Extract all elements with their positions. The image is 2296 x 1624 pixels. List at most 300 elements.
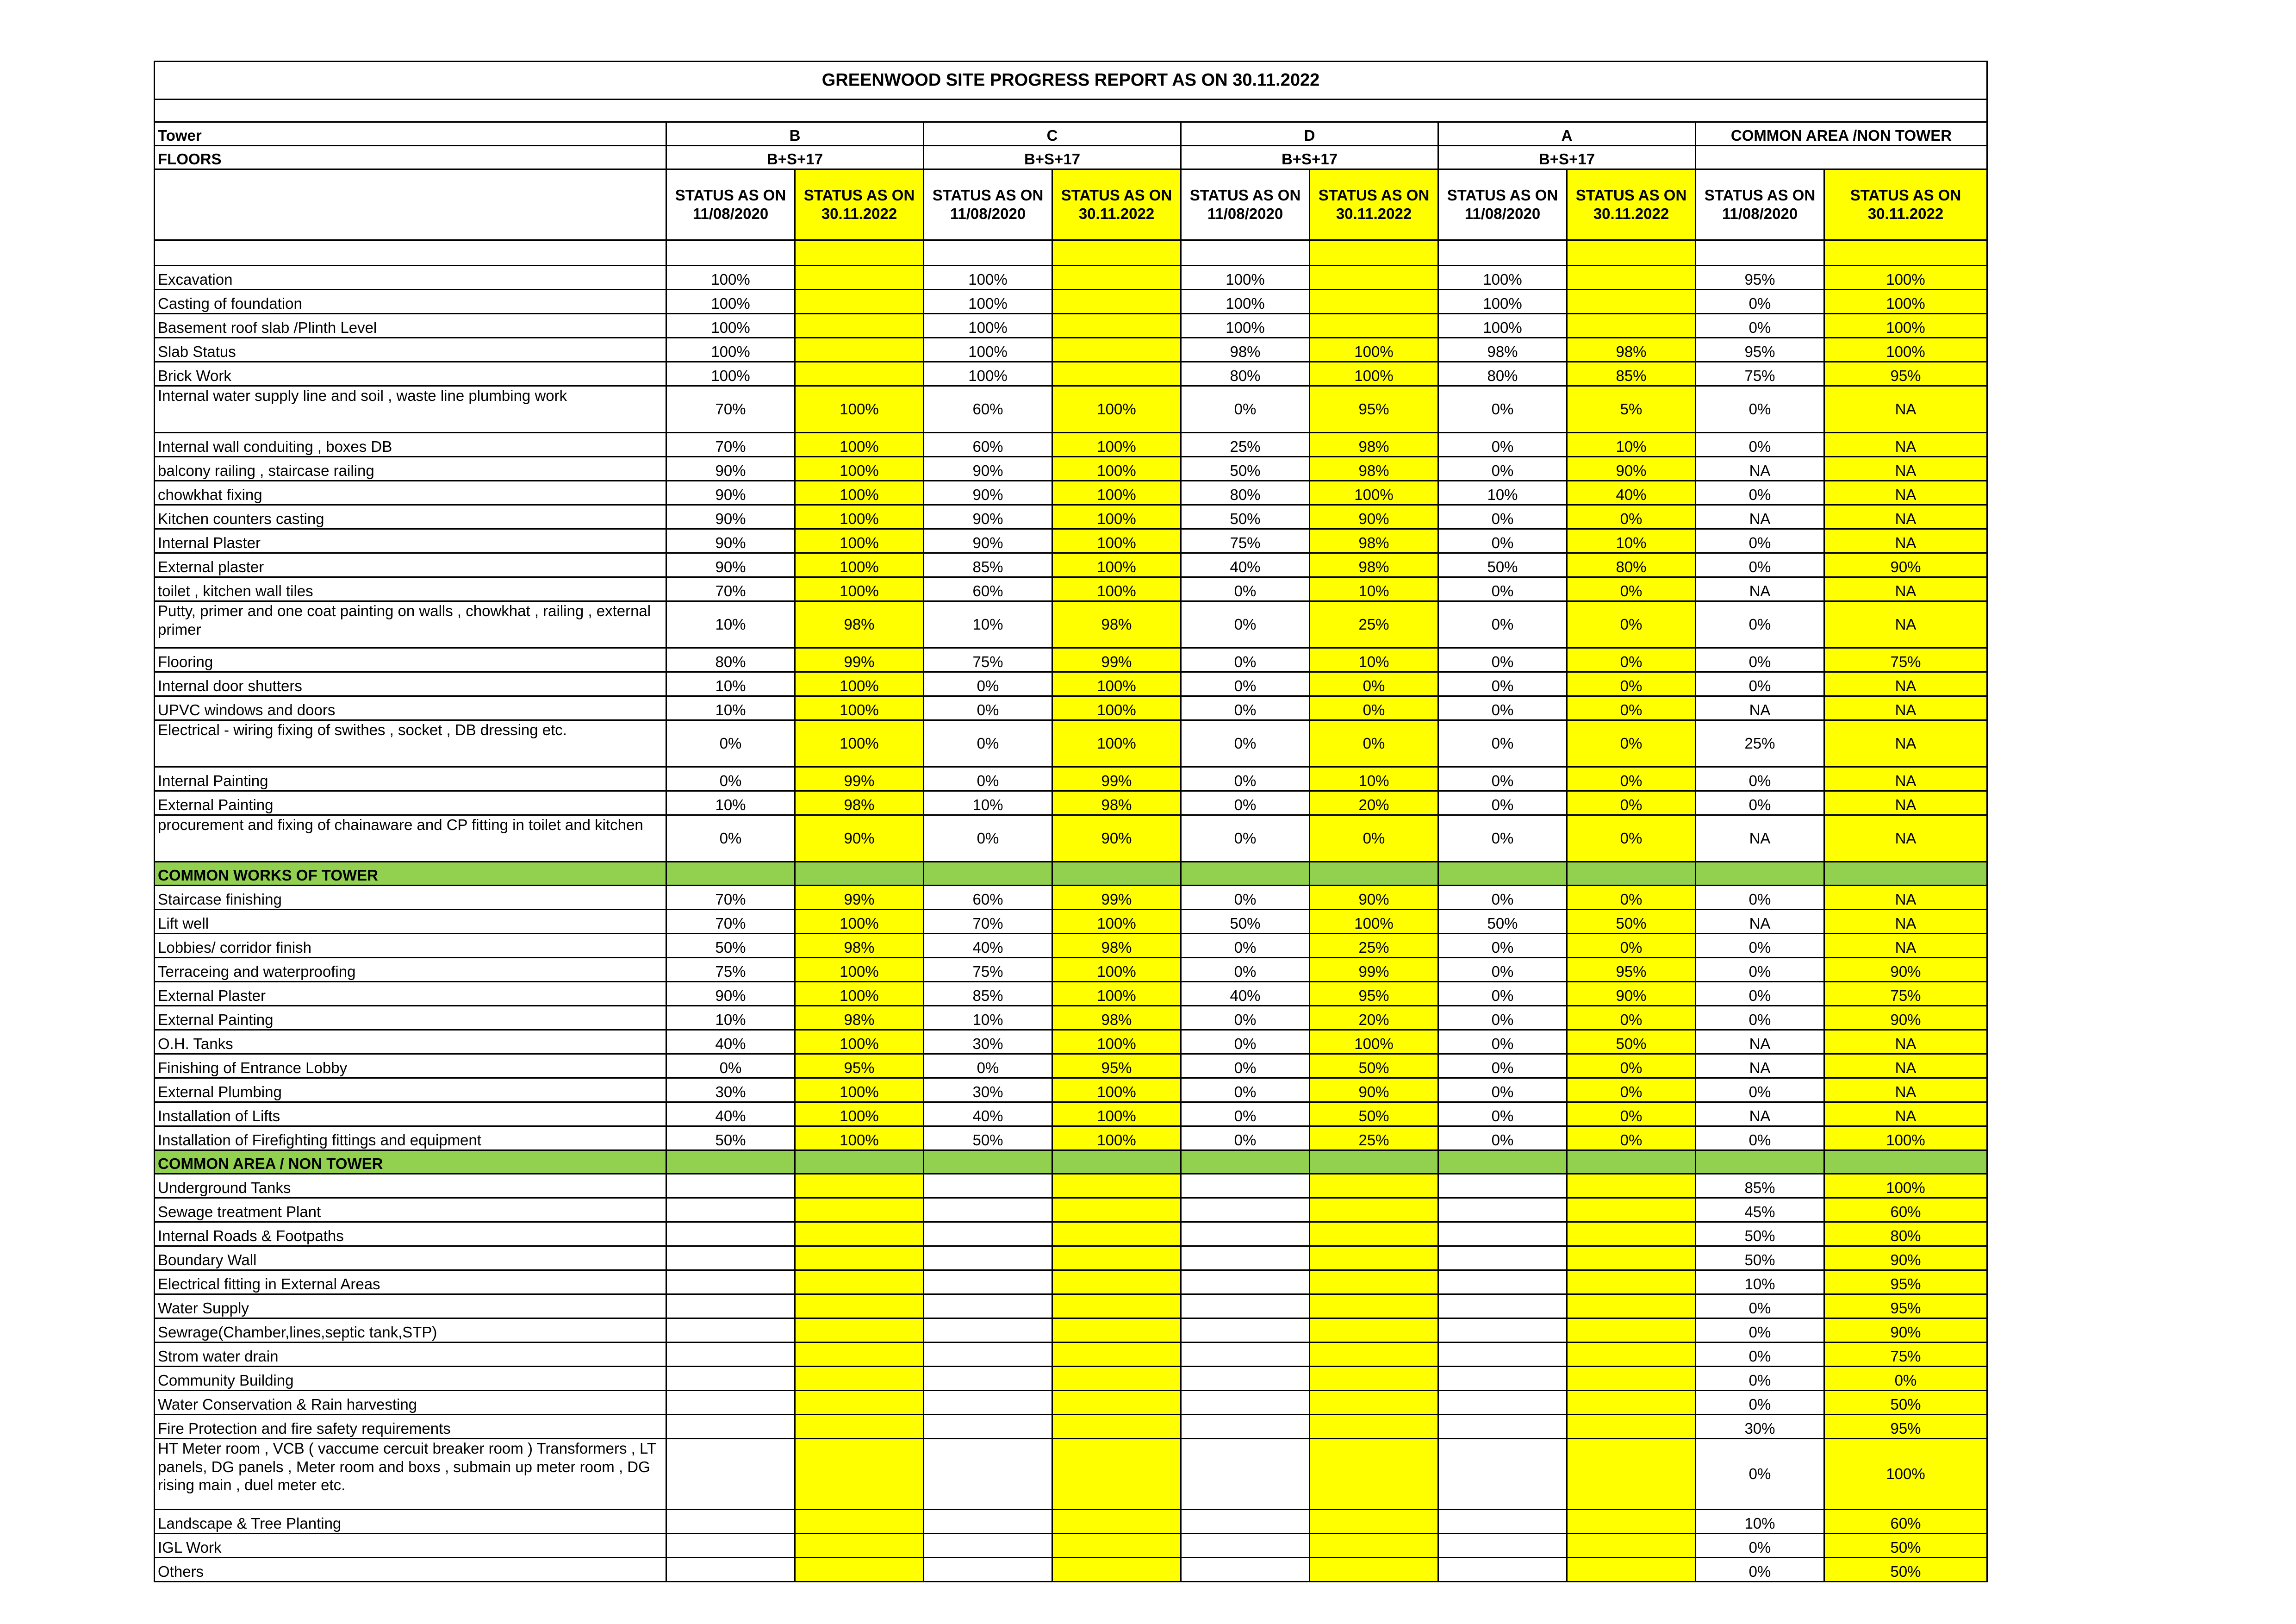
status-old-cell: 10% [924, 791, 1052, 815]
status-old-header: STATUS AS ON 11/08/2020 [666, 169, 795, 240]
status-old-cell [666, 1439, 795, 1510]
tower-b-header: B [666, 122, 924, 146]
status-old-cell: 0% [1181, 791, 1310, 815]
status-new-header: STATUS AS ON 30.11.2022 [1567, 169, 1696, 240]
activity-label: Community Building [155, 1367, 666, 1391]
table-row [155, 696, 1987, 720]
status-new-cell: NA [1824, 1078, 1987, 1102]
status-old-cell [1181, 1222, 1310, 1246]
activity-label: Water Conservation & Rain harvesting [155, 1391, 666, 1415]
status-old-cell: 75% [924, 958, 1052, 982]
status-old-cell: 100% [1181, 290, 1310, 314]
status-new-cell [1567, 1510, 1696, 1534]
status-old-cell: 100% [1181, 314, 1310, 338]
status-new-cell: 99% [795, 767, 924, 791]
common-area-header: COMMON AREA /NON TOWER [1696, 122, 1987, 146]
status-new-cell [795, 266, 924, 290]
status-old-cell: 90% [924, 457, 1052, 481]
table-row [155, 720, 1987, 767]
status-new-cell: 50% [1567, 910, 1696, 934]
status-new-cell: 99% [1052, 648, 1181, 672]
status-new-cell: 90% [1310, 886, 1438, 910]
status-old-cell: 80% [666, 648, 795, 672]
status-new-cell: 98% [1052, 601, 1181, 648]
status-old-cell [1438, 1150, 1567, 1174]
section-row [155, 862, 1987, 886]
activity-label: toilet , kitchen wall tiles [155, 577, 666, 601]
status-new-cell: 20% [1310, 1006, 1438, 1030]
activity-label: External Painting [155, 1006, 666, 1030]
status-old-cell: 0% [666, 1054, 795, 1078]
status-old-cell: 0% [1181, 386, 1310, 433]
status-old-cell [1438, 1343, 1567, 1367]
status-new-cell [1052, 1198, 1181, 1222]
status-new-cell: 80% [1824, 1222, 1987, 1246]
status-new-cell [1567, 1270, 1696, 1294]
activity-label: Putty, primer and one coat painting on walls , chowkhat , railing , external primer [155, 601, 666, 648]
status-old-cell: 50% [1696, 1246, 1824, 1270]
status-new-cell: 100% [795, 577, 924, 601]
status-new-cell [795, 1150, 924, 1174]
status-old-cell [924, 1222, 1052, 1246]
status-old-cell: 0% [1438, 886, 1567, 910]
status-new-cell [1310, 1246, 1438, 1270]
status-old-cell: 0% [1438, 1006, 1567, 1030]
status-new-cell [1310, 1439, 1438, 1510]
status-new-cell: 98% [795, 601, 924, 648]
status-new-cell: 99% [795, 886, 924, 910]
status-new-cell: 100% [795, 386, 924, 433]
status-old-cell [924, 1439, 1052, 1510]
status-new-cell [1567, 1391, 1696, 1415]
status-new-cell [1310, 290, 1438, 314]
status-old-cell: 90% [924, 529, 1052, 553]
status-old-cell: 10% [924, 601, 1052, 648]
status-new-cell [1310, 1174, 1438, 1198]
status-old-cell: 0% [1181, 815, 1310, 862]
status-old-cell: 85% [1696, 1174, 1824, 1198]
status-old-cell: 0% [1696, 1294, 1824, 1318]
table-row [155, 791, 1987, 815]
status-old-cell: 30% [924, 1078, 1052, 1102]
status-new-cell: 0% [1567, 791, 1696, 815]
status-new-cell [1567, 1318, 1696, 1343]
status-old-cell [1696, 240, 1824, 266]
status-new-cell [795, 1318, 924, 1343]
status-old-cell [666, 862, 795, 886]
status-new-cell: 10% [1567, 433, 1696, 457]
report-body [155, 62, 1987, 1582]
status-old-cell: 0% [1181, 934, 1310, 958]
status-old-cell: 0% [1696, 290, 1824, 314]
table-row [155, 1367, 1987, 1391]
table-row [155, 338, 1987, 362]
status-new-cell: 100% [1310, 481, 1438, 505]
status-new-cell [1052, 1174, 1181, 1198]
status-old-cell: 0% [1181, 1006, 1310, 1030]
table-row [155, 386, 1987, 433]
status-new-cell [1310, 1391, 1438, 1415]
status-old-cell [924, 1534, 1052, 1558]
status-old-cell: 90% [666, 481, 795, 505]
status-new-cell: 100% [1824, 1174, 1987, 1198]
activity-label: Basement roof slab /Plinth Level [155, 314, 666, 338]
status-new-cell: 0% [1567, 767, 1696, 791]
status-old-cell: 90% [924, 481, 1052, 505]
status-old-cell: 0% [1438, 1054, 1567, 1078]
status-old-cell: 40% [1181, 982, 1310, 1006]
status-old-cell: 0% [924, 815, 1052, 862]
status-new-cell: 25% [1310, 934, 1438, 958]
status-old-cell [1438, 1246, 1567, 1270]
status-old-cell: 0% [1696, 1078, 1824, 1102]
table-row [155, 1415, 1987, 1439]
table-row [155, 1534, 1987, 1558]
activity-label: Excavation [155, 266, 666, 290]
status-old-cell [1438, 1174, 1567, 1198]
activity-label: Underground Tanks [155, 1174, 666, 1198]
status-new-cell: 100% [1824, 1439, 1987, 1510]
status-new-cell: 100% [1052, 910, 1181, 934]
activity-label: UPVC windows and doors [155, 696, 666, 720]
status-new-cell [1567, 862, 1696, 886]
table-row [155, 290, 1987, 314]
status-old-cell: 45% [1696, 1198, 1824, 1222]
status-new-cell [1567, 1198, 1696, 1222]
status-new-cell: 100% [795, 696, 924, 720]
status-new-cell: 80% [1567, 553, 1696, 577]
table-row [155, 314, 1987, 338]
status-old-cell: 40% [1181, 553, 1310, 577]
status-old-cell: 0% [1696, 934, 1824, 958]
status-old-cell: 40% [666, 1102, 795, 1126]
status-old-cell: 0% [666, 767, 795, 791]
status-old-cell: 50% [666, 1126, 795, 1150]
status-new-cell: NA [1824, 672, 1987, 696]
status-new-cell: 100% [1310, 338, 1438, 362]
status-old-cell [1438, 1391, 1567, 1415]
status-new-cell [1052, 1294, 1181, 1318]
status-new-cell: NA [1824, 1030, 1987, 1054]
tower-label: Tower [155, 122, 666, 146]
status-old-cell: 0% [1181, 886, 1310, 910]
status-old-cell: 70% [666, 910, 795, 934]
status-old-cell [1696, 1150, 1824, 1174]
status-new-cell [1567, 1439, 1696, 1510]
status-new-cell [1310, 314, 1438, 338]
status-new-cell: 98% [1052, 1006, 1181, 1030]
status-new-cell: 100% [1824, 314, 1987, 338]
activity-label [155, 240, 666, 266]
status-new-cell: 98% [1310, 553, 1438, 577]
status-new-cell [1052, 290, 1181, 314]
status-new-cell [795, 1510, 924, 1534]
status-old-cell [666, 1294, 795, 1318]
table-row [155, 648, 1987, 672]
activity-label: Electrical - wiring fixing of swithes , socket , DB dressing etc. [155, 720, 666, 767]
status-new-cell: 10% [1310, 577, 1438, 601]
status-old-cell: 40% [924, 1102, 1052, 1126]
table-row [155, 886, 1987, 910]
status-old-cell [924, 1150, 1052, 1174]
status-new-cell: NA [1824, 1054, 1987, 1078]
status-old-cell: 30% [1696, 1415, 1824, 1439]
floors-label: FLOORS [155, 146, 666, 169]
status-old-cell [1181, 1174, 1310, 1198]
status-old-cell: 10% [1696, 1270, 1824, 1294]
status-new-cell: 90% [1824, 1318, 1987, 1343]
status-old-cell: 50% [1181, 910, 1310, 934]
status-new-cell: 10% [1310, 648, 1438, 672]
activity-label: Casting of foundation [155, 290, 666, 314]
status-old-cell [1181, 1343, 1310, 1367]
spacer-cell [155, 100, 1987, 122]
status-new-cell [1310, 1270, 1438, 1294]
status-new-header: STATUS AS ON 30.11.2022 [1052, 169, 1181, 240]
status-new-cell: NA [1824, 433, 1987, 457]
status-new-cell: NA [1824, 529, 1987, 553]
status-new-cell: 99% [1052, 767, 1181, 791]
status-new-cell [795, 1415, 924, 1439]
status-old-cell: 0% [1438, 577, 1567, 601]
tower-c-header: C [924, 122, 1181, 146]
status-new-cell [1310, 862, 1438, 886]
status-old-cell: 75% [666, 958, 795, 982]
status-old-cell: 10% [1438, 481, 1567, 505]
spacer-row [155, 100, 1987, 122]
status-new-cell [795, 1391, 924, 1415]
status-old-cell: 0% [1181, 767, 1310, 791]
table-row [155, 1558, 1987, 1582]
status-new-cell: 40% [1567, 481, 1696, 505]
activity-label: chowkhat fixing [155, 481, 666, 505]
status-new-cell: 90% [1310, 1078, 1438, 1102]
status-new-cell: 98% [1310, 433, 1438, 457]
status-old-cell: 100% [1438, 314, 1567, 338]
status-new-cell: 50% [1824, 1534, 1987, 1558]
tower-d-floors: B+S+17 [1181, 146, 1438, 169]
status-new-cell: 95% [1310, 386, 1438, 433]
tower-c-floors: B+S+17 [924, 146, 1181, 169]
status-new-cell [1052, 1510, 1181, 1534]
table-row [155, 1318, 1987, 1343]
status-old-cell: 0% [1438, 529, 1567, 553]
status-old-cell [1181, 1246, 1310, 1270]
status-new-cell: 0% [1567, 1054, 1696, 1078]
activity-label: Flooring [155, 648, 666, 672]
status-old-cell: 0% [1696, 529, 1824, 553]
status-old-cell [1696, 862, 1824, 886]
status-old-cell: 0% [1696, 1343, 1824, 1367]
status-new-cell: 20% [1310, 791, 1438, 815]
status-old-cell: 0% [1438, 505, 1567, 529]
status-old-cell: NA [1696, 696, 1824, 720]
status-new-cell: NA [1824, 934, 1987, 958]
status-old-cell [1181, 1270, 1310, 1294]
table-row [155, 767, 1987, 791]
activity-label: External Plaster [155, 982, 666, 1006]
status-new-cell [1052, 1367, 1181, 1391]
status-new-cell: 100% [795, 910, 924, 934]
status-old-cell: 0% [1438, 1078, 1567, 1102]
table-row [155, 1294, 1987, 1318]
status-new-cell [1567, 1174, 1696, 1198]
status-old-cell: 95% [1696, 338, 1824, 362]
status-old-cell: 50% [1181, 505, 1310, 529]
status-old-cell: 85% [924, 982, 1052, 1006]
status-old-cell: 0% [1181, 672, 1310, 696]
status-old-cell: 60% [924, 577, 1052, 601]
status-old-cell: 100% [1181, 266, 1310, 290]
activity-label: Staircase finishing [155, 886, 666, 910]
status-old-cell: 0% [1696, 1126, 1824, 1150]
table-row [155, 982, 1987, 1006]
table-row [155, 1439, 1987, 1510]
status-old-cell: 0% [1696, 314, 1824, 338]
status-old-cell: 0% [1438, 791, 1567, 815]
status-old-cell [1181, 862, 1310, 886]
status-new-cell: 90% [1567, 982, 1696, 1006]
status-old-cell: 0% [1696, 886, 1824, 910]
status-new-cell: 90% [1310, 505, 1438, 529]
status-old-cell: 60% [924, 886, 1052, 910]
status-old-cell: 10% [924, 1006, 1052, 1030]
status-new-cell [795, 314, 924, 338]
status-old-cell [666, 1318, 795, 1343]
status-old-cell [666, 1415, 795, 1439]
status-new-cell [1310, 1150, 1438, 1174]
table-row [155, 958, 1987, 982]
section-title: COMMON AREA / NON TOWER [155, 1150, 666, 1174]
status-new-cell: 100% [795, 553, 924, 577]
status-new-cell: 100% [795, 481, 924, 505]
status-new-cell: NA [1824, 886, 1987, 910]
status-old-cell: 10% [1696, 1510, 1824, 1534]
status-old-cell [1438, 1510, 1567, 1534]
status-old-cell: 70% [666, 386, 795, 433]
activity-label: Others [155, 1558, 666, 1582]
table-row [155, 1126, 1987, 1150]
status-new-cell: 100% [1824, 338, 1987, 362]
activity-label: Internal door shutters [155, 672, 666, 696]
table-row [155, 1174, 1987, 1198]
status-new-cell: 0% [1567, 577, 1696, 601]
status-new-cell: 100% [1052, 505, 1181, 529]
status-new-cell [1567, 1222, 1696, 1246]
status-old-cell: 0% [1438, 1030, 1567, 1054]
table-row [155, 1078, 1987, 1102]
status-new-cell: 100% [1052, 672, 1181, 696]
status-old-cell: 0% [1181, 577, 1310, 601]
status-old-cell: 80% [1438, 362, 1567, 386]
activity-label: balcony railing , staircase railing [155, 457, 666, 481]
status-old-cell: 100% [1438, 290, 1567, 314]
status-old-cell [1181, 1558, 1310, 1582]
status-old-cell: 0% [1181, 1030, 1310, 1054]
status-old-cell: 0% [1696, 672, 1824, 696]
status-old-cell [924, 1415, 1052, 1439]
activity-label: Fire Protection and fire safety requirements [155, 1415, 666, 1439]
status-new-cell: 100% [1052, 1030, 1181, 1054]
status-new-cell [1310, 1415, 1438, 1439]
status-new-cell: 100% [795, 958, 924, 982]
status-new-cell: 100% [1310, 1030, 1438, 1054]
status-new-cell: 100% [1310, 362, 1438, 386]
status-new-cell [1052, 362, 1181, 386]
common-area-floors [1696, 146, 1987, 169]
status-new-cell: 100% [1052, 529, 1181, 553]
status-new-cell: 10% [1567, 529, 1696, 553]
status-new-cell [1567, 1150, 1696, 1174]
status-old-cell [924, 862, 1052, 886]
status-new-cell [795, 1558, 924, 1582]
status-old-cell [924, 1174, 1052, 1198]
status-new-cell: 100% [795, 1126, 924, 1150]
status-new-cell: 98% [1310, 457, 1438, 481]
status-new-cell: 0% [1567, 648, 1696, 672]
status-new-cell: 90% [1824, 1246, 1987, 1270]
status-old-cell: 0% [1438, 457, 1567, 481]
status-new-cell [795, 1294, 924, 1318]
status-new-cell: 0% [1567, 886, 1696, 910]
status-new-cell: 100% [1310, 910, 1438, 934]
status-old-cell: 50% [1696, 1222, 1824, 1246]
status-new-cell [1052, 1534, 1181, 1558]
status-new-cell: 0% [1567, 1078, 1696, 1102]
status-new-cell: 5% [1567, 386, 1696, 433]
status-new-cell [1052, 1270, 1181, 1294]
status-old-cell: 100% [924, 266, 1052, 290]
status-old-cell: NA [1696, 1102, 1824, 1126]
status-new-cell: 100% [1052, 696, 1181, 720]
status-old-cell [666, 1343, 795, 1367]
status-old-cell: 90% [666, 553, 795, 577]
status-new-cell: 90% [1567, 457, 1696, 481]
status-header-row [155, 169, 1987, 240]
status-old-cell [666, 1198, 795, 1222]
activity-label: Installation of Lifts [155, 1102, 666, 1126]
status-old-cell: 100% [666, 290, 795, 314]
status-new-cell [1567, 240, 1696, 266]
status-new-cell [1052, 1150, 1181, 1174]
status-new-cell: NA [1824, 386, 1987, 433]
status-old-cell [924, 1318, 1052, 1343]
status-new-cell: 95% [1824, 1415, 1987, 1439]
table-row [155, 815, 1987, 862]
activity-label: Finishing of Entrance Lobby [155, 1054, 666, 1078]
activity-label: Landscape & Tree Planting [155, 1510, 666, 1534]
status-new-cell: 90% [795, 815, 924, 862]
status-new-cell [1567, 1294, 1696, 1318]
status-new-cell [1310, 1367, 1438, 1391]
status-new-cell [1567, 1534, 1696, 1558]
status-new-cell: 75% [1824, 1343, 1987, 1367]
status-new-cell [1052, 338, 1181, 362]
status-new-cell: NA [1824, 815, 1987, 862]
status-new-cell [1310, 1510, 1438, 1534]
status-old-cell [1438, 1270, 1567, 1294]
status-new-cell: NA [1824, 696, 1987, 720]
table-row [155, 505, 1987, 529]
activity-label: Sewage treatment Plant [155, 1198, 666, 1222]
status-new-cell [1824, 240, 1987, 266]
status-new-cell: 100% [795, 457, 924, 481]
status-old-cell: 0% [1696, 1367, 1824, 1391]
activity-label: Installation of Firefighting fittings and equipment [155, 1126, 666, 1150]
status-old-cell [924, 1510, 1052, 1534]
status-old-cell [924, 1367, 1052, 1391]
status-old-cell: 0% [1696, 982, 1824, 1006]
